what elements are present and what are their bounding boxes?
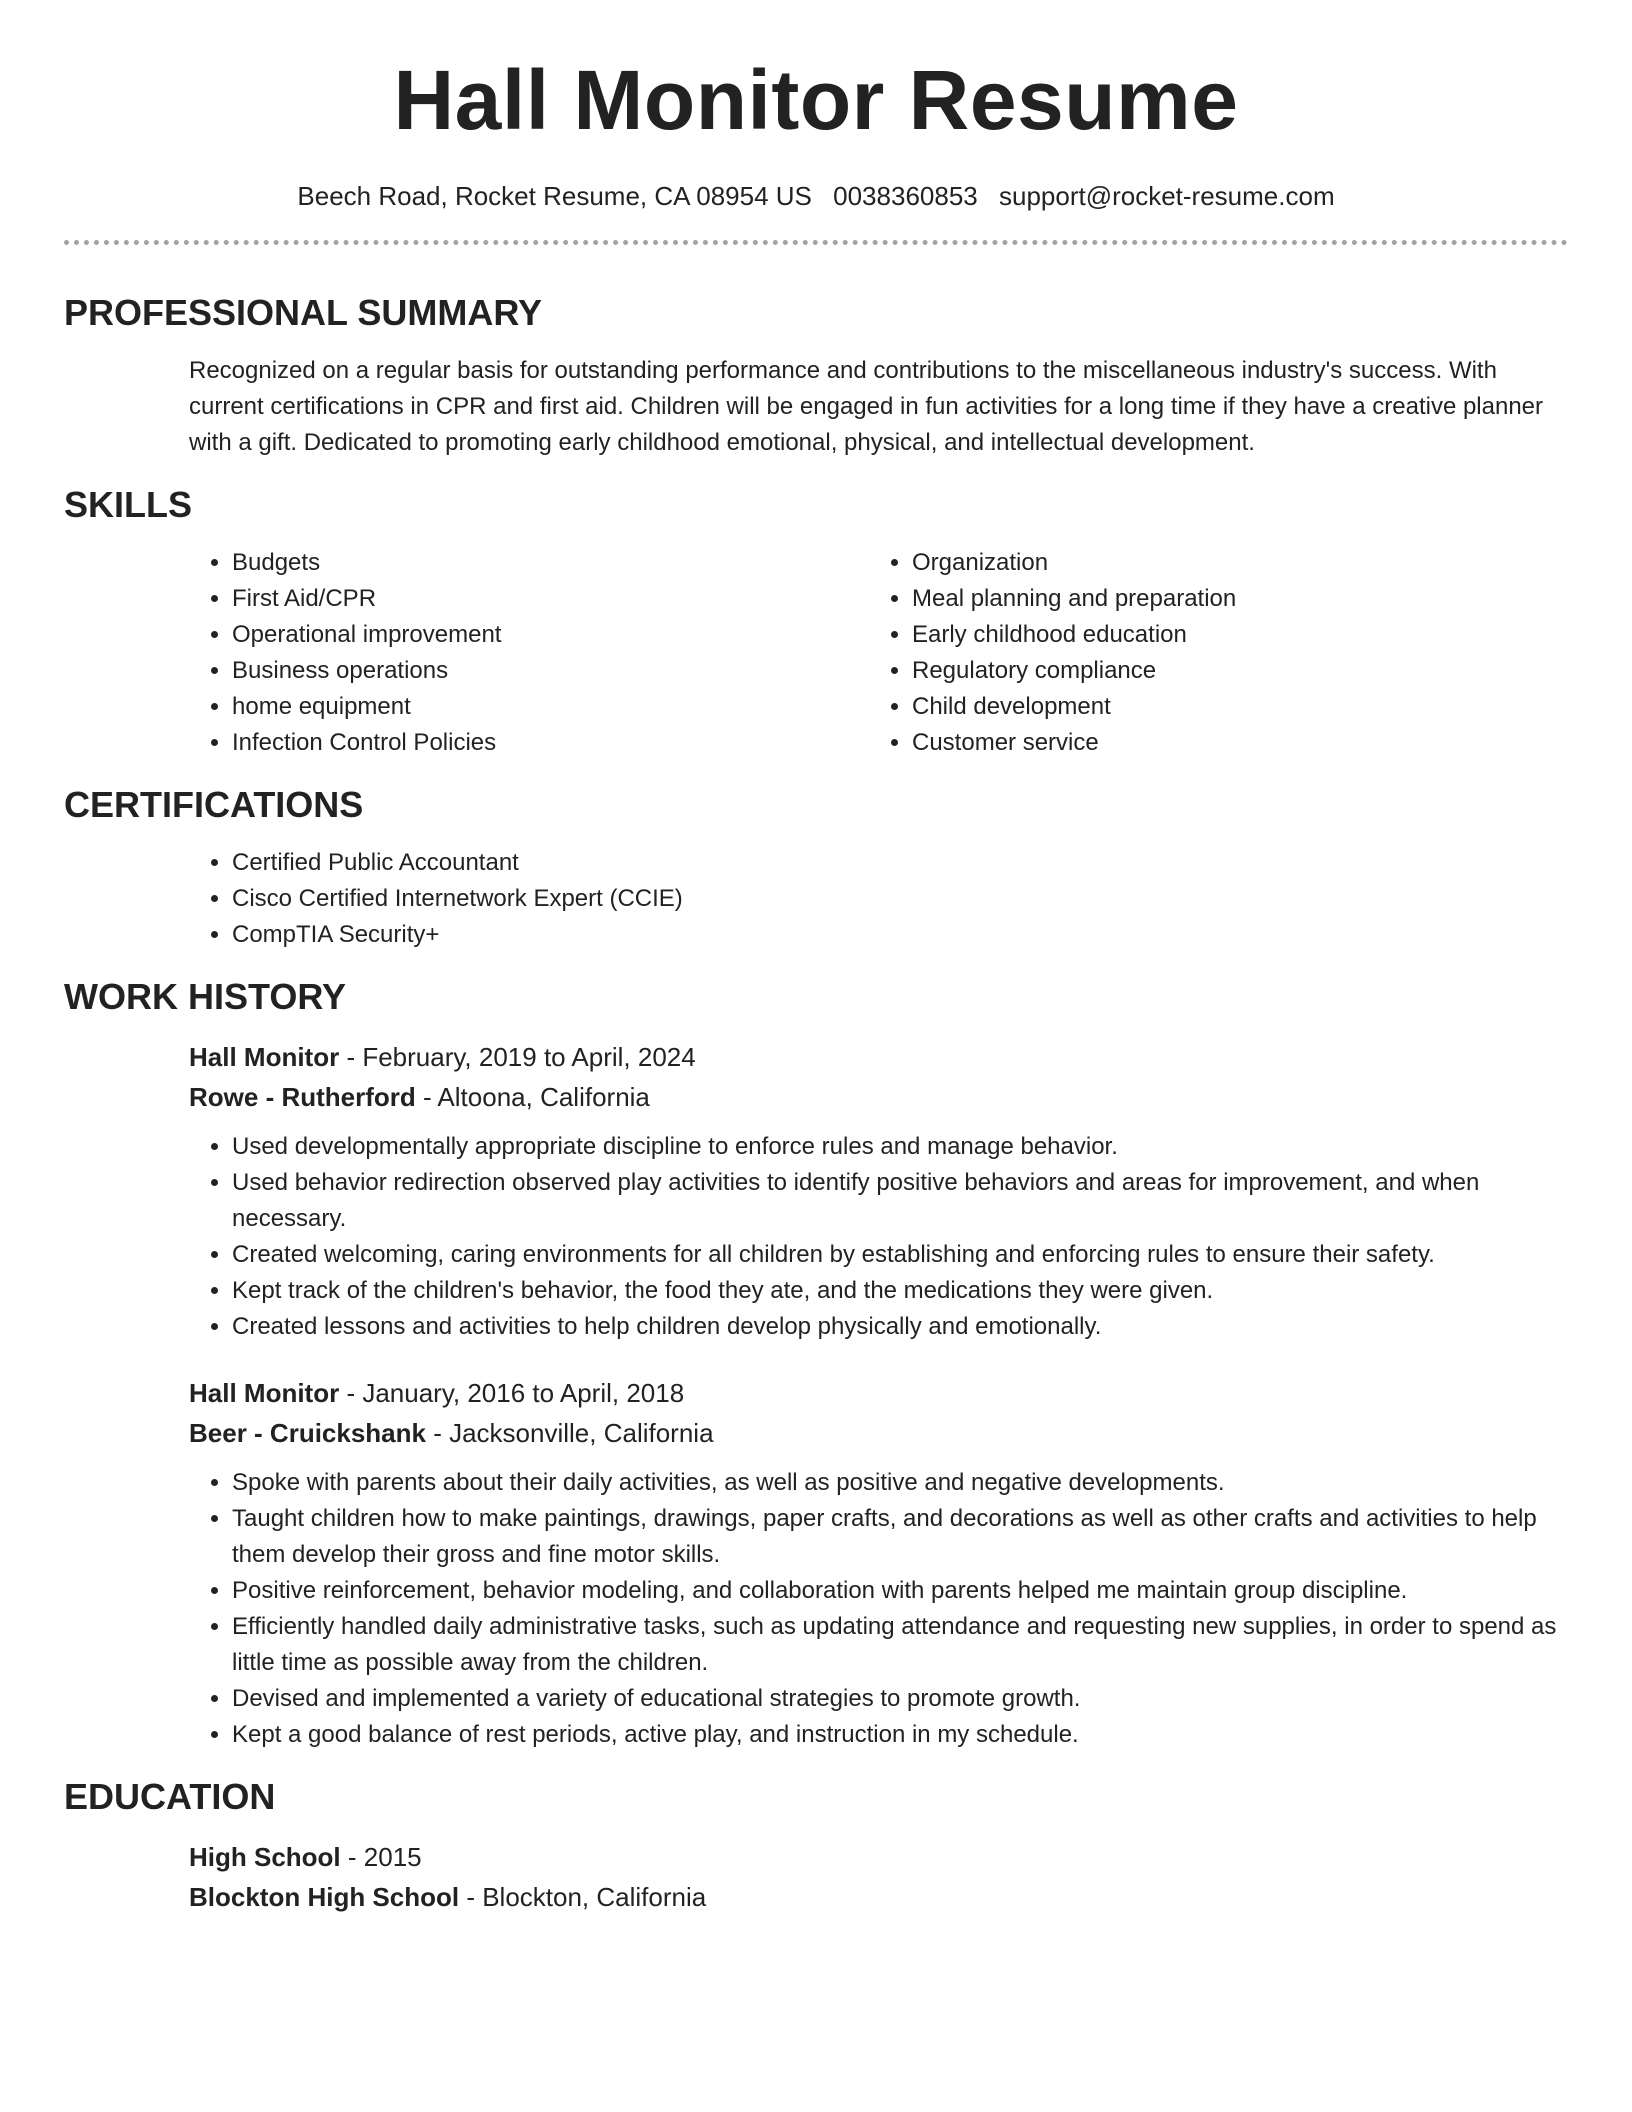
education-school: Blockton High School bbox=[189, 1882, 460, 1912]
skills-grid bbox=[189, 545, 1568, 761]
job-bullet: • Used behavior redirection observed play activities to identify positive behaviors and areas for improvement, and when necessary. bbox=[232, 1165, 1568, 1237]
job-title-line bbox=[189, 1373, 1568, 1413]
skills-list-left bbox=[189, 545, 869, 761]
certifications-section bbox=[189, 845, 1568, 953]
resume-page bbox=[64, 0, 1568, 1917]
job-bullet: • Kept track of the children's behavior, the food they ate, and the medications they were given. bbox=[232, 1273, 1568, 1309]
work-history-heading: WORK HISTORY bbox=[64, 976, 347, 1017]
job-bullets bbox=[189, 1465, 1568, 1753]
job-dates: - January, 2016 to April, 2018 bbox=[339, 1378, 685, 1408]
job-bullet: • Kept a good balance of rest periods, active play, and instruction in my schedule. bbox=[232, 1717, 1568, 1753]
summary-text: Recognized on a regular basis for outstanding performance and contributions to the miscellaneous industry's success. With current certifications in CPR and first aid. Children will be engaged in fun activities for a long time if they have a creative planner with a gift. Dedicated to promoting early childhood emotional, physical, and intellectual development. bbox=[189, 357, 1544, 456]
work-history-section bbox=[189, 1037, 1568, 1753]
job-company: Beer - Cruickshank bbox=[189, 1418, 426, 1448]
skill-item: • Organization bbox=[912, 545, 1549, 581]
job-role: Hall Monitor bbox=[189, 1378, 340, 1408]
skill-item: • First Aid/CPR bbox=[232, 581, 869, 617]
contact-line bbox=[64, 179, 1568, 213]
job-bullets bbox=[189, 1129, 1568, 1345]
job-company-line bbox=[189, 1413, 1568, 1453]
skill-item: • Early childhood education bbox=[912, 617, 1549, 653]
job-location: - Altoona, California bbox=[415, 1082, 650, 1112]
job-company-line bbox=[189, 1077, 1568, 1117]
skill-item: • Budgets bbox=[232, 545, 869, 581]
job-entry bbox=[189, 1037, 1568, 1345]
job-bullet: • Created lessons and activities to help children develop physically and emotionally. bbox=[232, 1309, 1568, 1345]
skill-item: • Customer service bbox=[912, 725, 1549, 761]
skill-item: • Operational improvement bbox=[232, 617, 869, 653]
job-role: Hall Monitor bbox=[189, 1042, 340, 1072]
skills-heading: SKILLS bbox=[64, 484, 193, 525]
skill-item: • Business operations bbox=[232, 653, 869, 689]
job-entry bbox=[189, 1373, 1568, 1753]
certifications-heading: CERTIFICATIONS bbox=[64, 784, 364, 825]
education-section bbox=[189, 1837, 1568, 1917]
education-heading: EDUCATION bbox=[64, 1776, 276, 1817]
contact-address: Beech Road, Rocket Resume, CA 08954 US bbox=[297, 181, 812, 211]
job-title-line bbox=[189, 1037, 1568, 1077]
job-location: - Jacksonville, California bbox=[425, 1418, 714, 1448]
contact-email: support@rocket-resume.com bbox=[998, 181, 1335, 211]
skills-list-right bbox=[869, 545, 1549, 761]
skill-item: • Infection Control Policies bbox=[232, 725, 869, 761]
job-company: Rowe - Rutherford bbox=[189, 1082, 416, 1112]
summary-section bbox=[189, 353, 1568, 461]
education-location: - Blockton, California bbox=[459, 1882, 707, 1912]
header-divider bbox=[64, 240, 1568, 245]
skill-item: • home equipment bbox=[232, 689, 869, 725]
skill-item: • Regulatory compliance bbox=[912, 653, 1549, 689]
certification-item: • CompTIA Security+ bbox=[232, 917, 1568, 953]
job-bullet: • Used developmentally appropriate discipline to enforce rules and manage behavior. bbox=[232, 1129, 1568, 1165]
certification-item: • Certified Public Accountant bbox=[232, 845, 1568, 881]
certification-item: • Cisco Certified Internetwork Expert (CCIE) bbox=[232, 881, 1568, 917]
job-bullet: • Spoke with parents about their daily activities, as well as positive and negative developments. bbox=[232, 1465, 1568, 1501]
certifications-list bbox=[189, 845, 1568, 953]
education-year: - 2015 bbox=[340, 1842, 422, 1872]
job-bullet: • Efficiently handled daily administrative tasks, such as updating attendance and requesting new supplies, in order to spend as little time as possible away from the children. bbox=[232, 1609, 1568, 1681]
job-bullet: • Created welcoming, caring environments for all children by establishing and enforcing rules to ensure their safety. bbox=[232, 1237, 1568, 1273]
education-degree-line bbox=[189, 1837, 1568, 1877]
education-degree: High School bbox=[189, 1842, 341, 1872]
contact-phone: 0038360853 bbox=[833, 181, 978, 211]
job-bullet: • Positive reinforcement, behavior modeling, and collaboration with parents helped me maintain group discipline. bbox=[232, 1573, 1568, 1609]
job-bullet: • Devised and implemented a variety of educational strategies to promote growth. bbox=[232, 1681, 1568, 1717]
skill-item: • Meal planning and preparation bbox=[912, 581, 1549, 617]
job-bullet: • Taught children how to make paintings, drawings, paper crafts, and decorations as well as other crafts and activities to help them develop their gross and fine motor skills. bbox=[232, 1501, 1568, 1573]
resume-title: Hall Monitor Resume bbox=[393, 53, 1239, 147]
education-school-line bbox=[189, 1877, 1568, 1917]
skills-section bbox=[189, 545, 1568, 761]
skill-item: • Child development bbox=[912, 689, 1549, 725]
summary-heading: PROFESSIONAL SUMMARY bbox=[64, 292, 543, 333]
job-dates: - February, 2019 to April, 2024 bbox=[339, 1042, 696, 1072]
